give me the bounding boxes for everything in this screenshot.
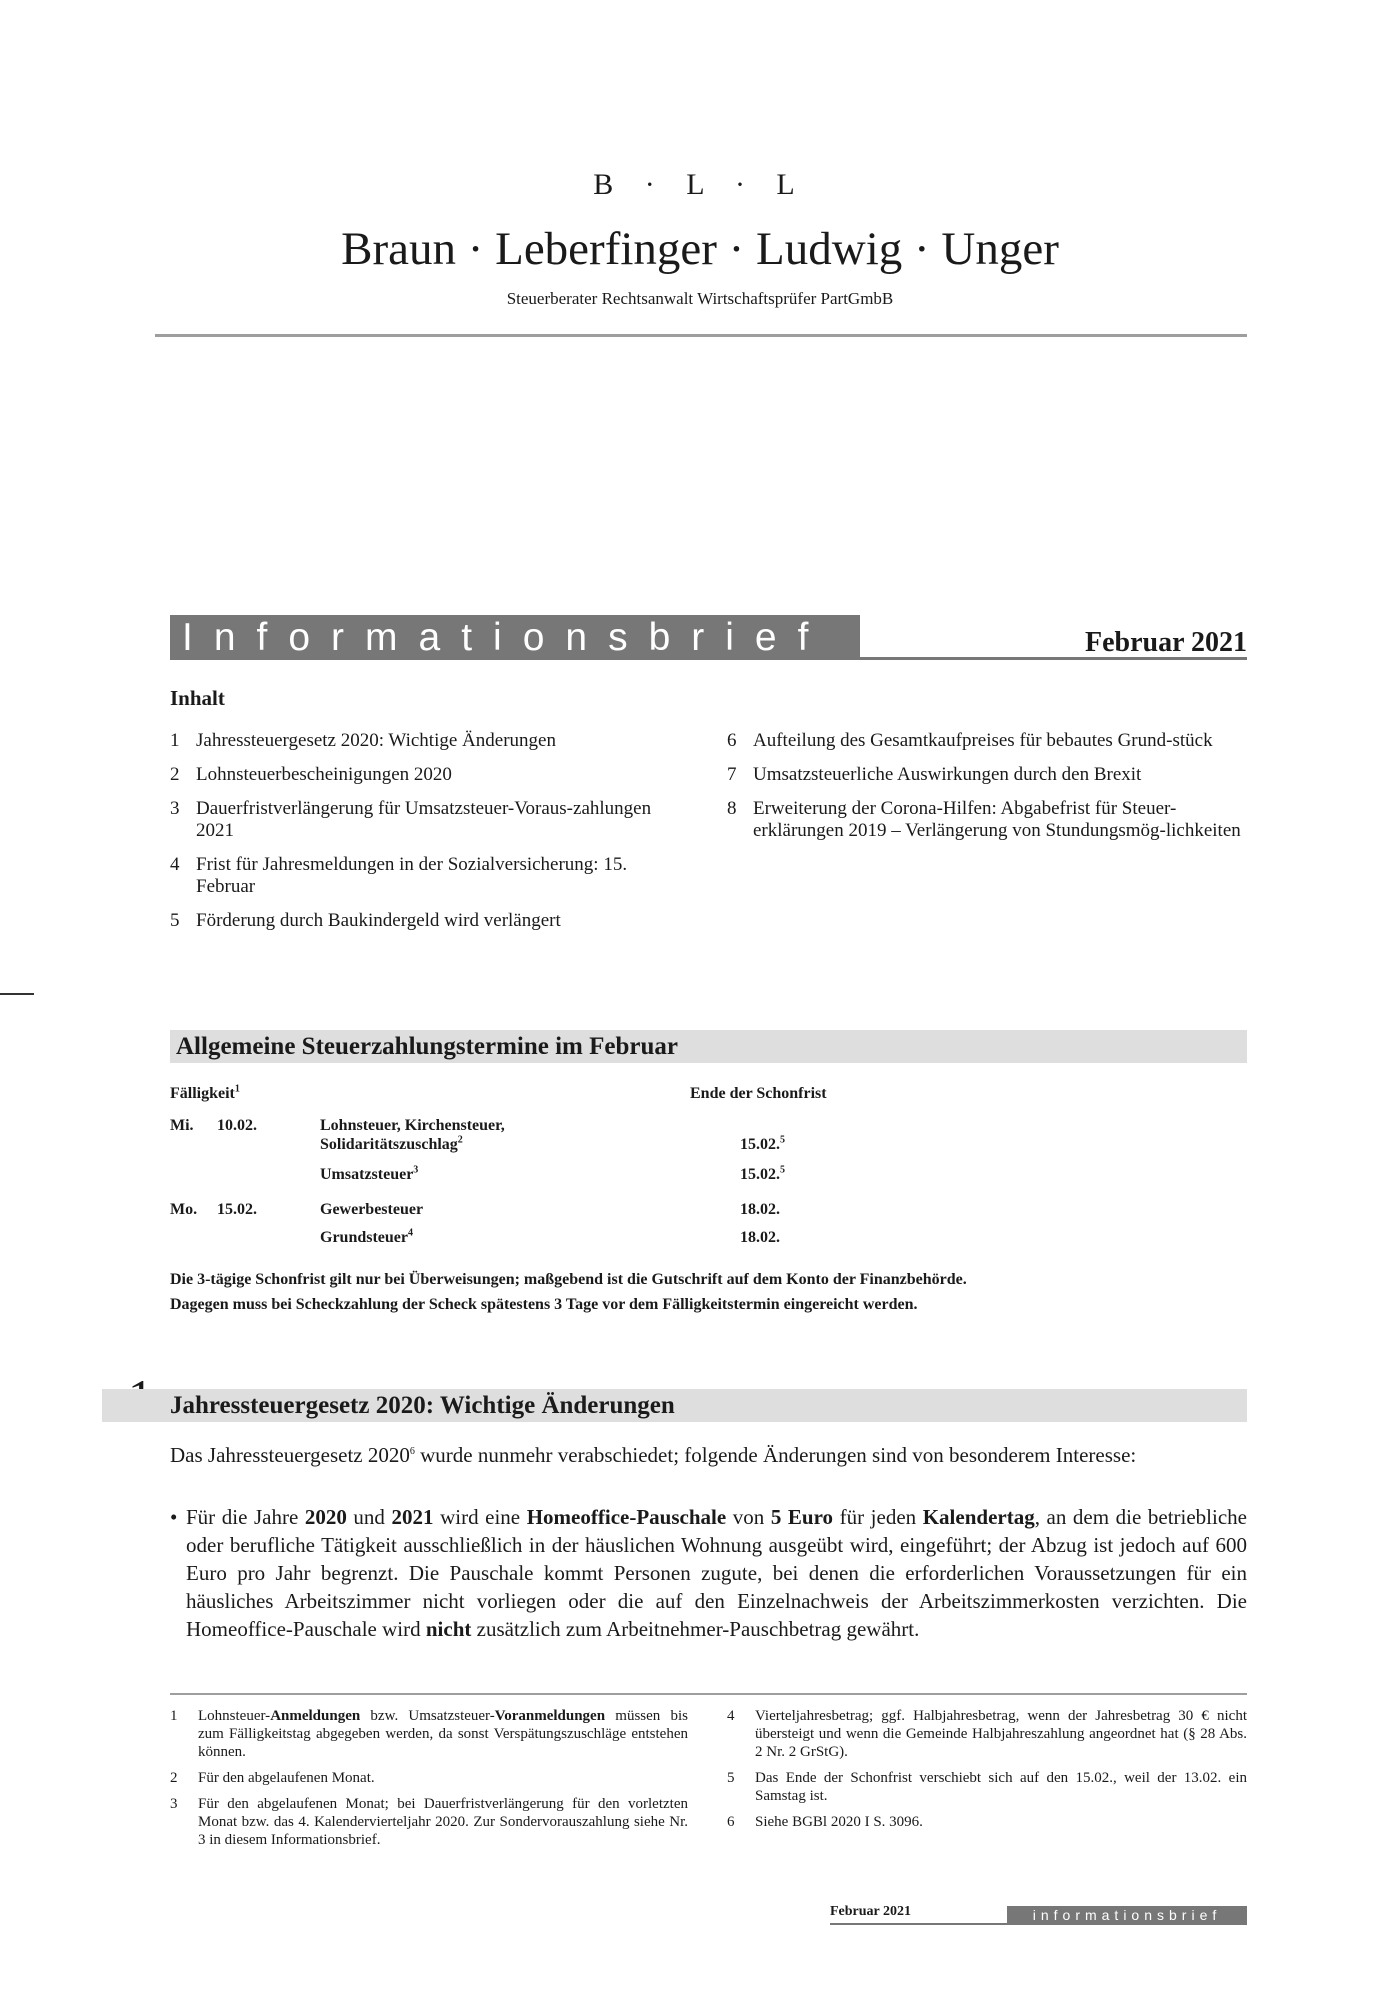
firm-name: Braun · Leberfinger · Ludwig · Unger: [341, 223, 1059, 275]
footnote-rule: [170, 1693, 1247, 1695]
footnote: 3 Für den abgelaufenen Monat; bei Dauerfristverlängerung für den vorletzten Monat bzw. das 4. Kalendervierteljahr 2020. Zur Sondervorauszahlung siehe Nr. 3 in diesem Informationsbrief.: [170, 1796, 688, 1848]
toc-item[interactable]: 1 Jahressteuergesetz 2020: Wichtige Änderungen: [170, 730, 556, 751]
toc-item[interactable]: 8 Erweiterung der Corona-Hilfen: Abgabefrist für Steuer-erklärungen 2019 – Verlängerung von Stundungsmög-lichkeiten: [727, 798, 1241, 841]
termin-end: 18.02.: [740, 1229, 780, 1246]
firm-initials: B · L · L: [593, 168, 807, 201]
informationsbrief-banner: Informationsbrief: [170, 615, 860, 660]
footnotes-left: [170, 1707, 688, 1857]
toc-item[interactable]: 2 Lohnsteuerbescheinigungen 2020: [170, 764, 452, 785]
termin-day: Mo.: [170, 1201, 198, 1218]
termin-end: 18.02.: [740, 1201, 780, 1218]
termin-end: 15.02.$^5$: [740, 1134, 785, 1153]
termine-note: Die 3-tägige Schonfrist gilt nur bei Überweisungen; maßgebend ist die Gutschrift auf dem Konto der Finanzbehörde.: [170, 1271, 967, 1288]
inhalt-heading: Inhalt: [170, 686, 225, 710]
footnote: 4 Vierteljahresbetrag; ggf. Halbjahresbetrag, wenn der Jahresbetrag 30 € nicht übersteigt und wenn die Gemeinde Halbjahreszahlung angeordnet hat (§ 28 Abs. 2 Nr. 2 GrStG).: [727, 1708, 1247, 1760]
col-schonfrist: Ende der Schonfrist: [690, 1085, 827, 1102]
footnote: 2 Für den abgelaufenen Monat.: [170, 1770, 375, 1786]
termin-tax: Solidaritätszuschlag$^2$: [320, 1134, 463, 1153]
firm-subtitle: Steuerberater Rechtsanwalt Wirtschaftsprüfer PartGmbB: [506, 289, 894, 308]
termin-end: 15.02.$^5$: [740, 1164, 785, 1183]
termin-tax: Umsatzsteuer$^3$: [320, 1164, 419, 1183]
footer-badge: informationsbrief: [1007, 1906, 1247, 1925]
termin-date: 10.02.: [217, 1117, 257, 1134]
fold-mark: [0, 993, 34, 995]
toc-item[interactable]: 4 Frist für Jahresmeldungen in der Sozialversicherung: 15. Februar: [170, 854, 628, 897]
toc-item[interactable]: 6 Aufteilung des Gesamtkaufpreises für bebautes Grund-stück: [727, 730, 1213, 751]
issue-date: Februar 2021: [1084, 627, 1247, 658]
toc-item[interactable]: 3 Dauerfristverlängerung für Umsatzsteuer-Voraus-zahlungen 2021: [170, 798, 652, 841]
toc-item[interactable]: 5 Förderung durch Baukindergeld wird verlängert: [170, 910, 561, 931]
section-title: Jahressteuergesetz 2020: Wichtige Änderungen: [102, 1389, 1247, 1422]
termin-tax: Gewerbesteuer: [320, 1201, 424, 1218]
termin-tax: Grundsteuer$^4$: [320, 1227, 413, 1246]
termin-day: Mi.: [170, 1117, 194, 1134]
toc-item[interactable]: 7 Umsatzsteuerliche Auswirkungen durch den Brexit: [727, 764, 1142, 785]
termin-date: 15.02.: [217, 1201, 257, 1218]
section-intro: Das Jahressteuergesetz 2020$^6$ wurde nunmehr verabschiedet; folgende Änderungen sind von besonderem Interesse:: [170, 1443, 1137, 1467]
bullet-mark: •: [170, 1505, 178, 1529]
footnote: 6 Siehe BGBl 2020 I S. 3096.: [727, 1814, 923, 1830]
termin-tax: Lohnsteuer, Kirchensteuer,: [320, 1117, 505, 1134]
section-bullet-text: Für die Jahre 2020 und 2021 wird eine Homeoffice-Pauschale von 5 Euro für jeden Kalendertag, an dem die betriebliche oder berufliche Tätigkeit ausschließlich in der häuslichen Wohnung ausgeübt wird, eingeführt; der Abzug ist jedoch auf 600 Euro pro Jahr begrenzt. Die Pauschale kommt Personen zugute, bei denen die erforderlichen Voraussetzungen für ein häusliches Arbeitszimmer nicht vorliegen oder die auf den Einzelnachweis der Arbeitszimmerkosten verzichten. Die Homeoffice-Pauschale wird nicht zusätzlich zum Arbeitnehmer-Pauschbetrag gewährt.: [186, 1505, 1247, 1641]
footnotes-right: [727, 1707, 1247, 1839]
letterhead-rule: [155, 334, 1247, 337]
col-faelligkeit: Fälligkeit$^1$: [170, 1083, 240, 1102]
footer-date: Februar 2021: [830, 1904, 912, 1919]
toc-right-column: [727, 730, 1247, 854]
footnote: 5 Das Ende der Schonfrist verschiebt sich auf den 15.02., weil der 13.02. ein Samstag ist.: [727, 1770, 1247, 1804]
footnote: 1 Lohnsteuer-Anmeldungen bzw. Umsatzsteuer-Voranmeldungen müssen bis zum Fälligkeitstag abgegeben werden, da sonst Verspätungszuschläge entstehen können.: [170, 1708, 688, 1760]
toc-left-column: [170, 730, 662, 944]
termine-note: Dagegen muss bei Scheckzahlung der Scheck spätestens 3 Tage vor dem Fälligkeitstermin eingereicht werden.: [170, 1296, 918, 1313]
termine-heading: Allgemeine Steuerzahlungstermine im Februar: [170, 1030, 1247, 1063]
footer-rule: [830, 1923, 1007, 1925]
